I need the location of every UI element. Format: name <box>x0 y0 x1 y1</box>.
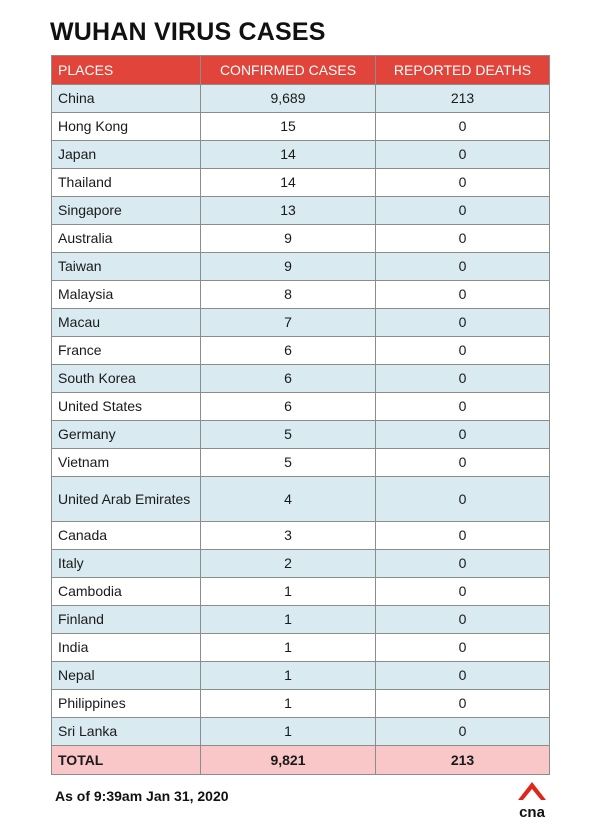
deaths-cell: 0 <box>376 365 550 393</box>
table-row <box>52 365 550 393</box>
table-header <box>52 56 550 85</box>
cases-cell: 1 <box>201 662 376 690</box>
place-cell: South Korea <box>52 365 201 393</box>
place-cell: Canada <box>52 522 201 550</box>
table-row <box>52 690 550 718</box>
deaths-cell: 0 <box>376 522 550 550</box>
table-row <box>52 309 550 337</box>
cases-cell: 1 <box>201 634 376 662</box>
cases-cell: 15 <box>201 113 376 141</box>
cases-cell: 5 <box>201 449 376 477</box>
deaths-cell: 0 <box>376 606 550 634</box>
cna-logo-icon <box>512 778 552 822</box>
place-cell: Philippines <box>52 690 201 718</box>
total-deaths: 213 <box>376 746 550 775</box>
place-cell: United States <box>52 393 201 421</box>
cases-cell: 1 <box>201 606 376 634</box>
place-cell: Macau <box>52 309 201 337</box>
cases-cell: 9 <box>201 253 376 281</box>
header-reported-deaths: REPORTED DEATHS <box>376 56 550 85</box>
total-label: TOTAL <box>52 746 201 775</box>
cases-cell: 6 <box>201 365 376 393</box>
deaths-cell: 0 <box>376 337 550 365</box>
table-row <box>52 606 550 634</box>
table-row <box>52 550 550 578</box>
table-footer <box>52 746 550 775</box>
table-row <box>52 337 550 365</box>
deaths-cell: 0 <box>376 449 550 477</box>
deaths-cell: 0 <box>376 477 550 522</box>
place-cell: Australia <box>52 225 201 253</box>
place-cell: Germany <box>52 421 201 449</box>
cna-logo-graphic <box>512 778 552 822</box>
table-row <box>52 662 550 690</box>
place-cell: Hong Kong <box>52 113 201 141</box>
place-cell: United Arab Emirates <box>52 477 201 522</box>
cases-cell: 14 <box>201 169 376 197</box>
place-cell: Italy <box>52 550 201 578</box>
place-cell: Thailand <box>52 169 201 197</box>
cases-cell: 1 <box>201 718 376 746</box>
cases-cell: 9,689 <box>201 85 376 113</box>
table-row <box>52 225 550 253</box>
deaths-cell: 0 <box>376 225 550 253</box>
place-cell: Finland <box>52 606 201 634</box>
deaths-cell: 0 <box>376 393 550 421</box>
place-cell: Sri Lanka <box>52 718 201 746</box>
place-cell: China <box>52 85 201 113</box>
table-row <box>52 421 550 449</box>
place-cell: Vietnam <box>52 449 201 477</box>
table-row <box>52 477 550 522</box>
table-row <box>52 197 550 225</box>
deaths-cell: 0 <box>376 113 550 141</box>
table-row <box>52 141 550 169</box>
total-row <box>52 746 550 775</box>
table-row <box>52 281 550 309</box>
deaths-cell: 0 <box>376 197 550 225</box>
cases-cell: 14 <box>201 141 376 169</box>
deaths-cell: 0 <box>376 281 550 309</box>
table-row <box>52 718 550 746</box>
table-row <box>52 85 550 113</box>
place-cell: India <box>52 634 201 662</box>
svg-text:cna: cna <box>519 804 545 821</box>
cases-cell: 1 <box>201 690 376 718</box>
deaths-cell: 0 <box>376 718 550 746</box>
place-cell: Singapore <box>52 197 201 225</box>
cases-cell: 6 <box>201 393 376 421</box>
deaths-cell: 0 <box>376 421 550 449</box>
cases-cell: 6 <box>201 337 376 365</box>
table-row <box>52 578 550 606</box>
cases-cell: 8 <box>201 281 376 309</box>
deaths-cell: 0 <box>376 690 550 718</box>
place-cell: Malaysia <box>52 281 201 309</box>
deaths-cell: 213 <box>376 85 550 113</box>
place-cell: Nepal <box>52 662 201 690</box>
cases-cell: 1 <box>201 578 376 606</box>
table-row <box>52 449 550 477</box>
cases-cell: 3 <box>201 522 376 550</box>
deaths-cell: 0 <box>376 662 550 690</box>
table-row <box>52 253 550 281</box>
table-body <box>52 85 550 746</box>
deaths-cell: 0 <box>376 634 550 662</box>
place-cell: Japan <box>52 141 201 169</box>
timestamp-note: As of 9:39am Jan 31, 2020 <box>55 788 229 804</box>
cases-cell: 4 <box>201 477 376 522</box>
cases-cell: 5 <box>201 421 376 449</box>
table-row <box>52 169 550 197</box>
deaths-cell: 0 <box>376 253 550 281</box>
place-cell: Taiwan <box>52 253 201 281</box>
cases-cell: 13 <box>201 197 376 225</box>
cases-cell: 2 <box>201 550 376 578</box>
cases-cell: 9 <box>201 225 376 253</box>
deaths-cell: 0 <box>376 550 550 578</box>
table-row <box>52 393 550 421</box>
table-row <box>52 634 550 662</box>
deaths-cell: 0 <box>376 309 550 337</box>
deaths-cell: 0 <box>376 169 550 197</box>
page-title: WUHAN VIRUS CASES <box>50 18 326 46</box>
place-cell: France <box>52 337 201 365</box>
header-places: PLACES <box>52 56 201 85</box>
header-confirmed-cases: CONFIRMED CASES <box>201 56 376 85</box>
table-row <box>52 113 550 141</box>
deaths-cell: 0 <box>376 578 550 606</box>
place-cell: Cambodia <box>52 578 201 606</box>
deaths-cell: 0 <box>376 141 550 169</box>
total-cases: 9,821 <box>201 746 376 775</box>
cases-cell: 7 <box>201 309 376 337</box>
cases-table <box>51 55 550 775</box>
table-row <box>52 522 550 550</box>
